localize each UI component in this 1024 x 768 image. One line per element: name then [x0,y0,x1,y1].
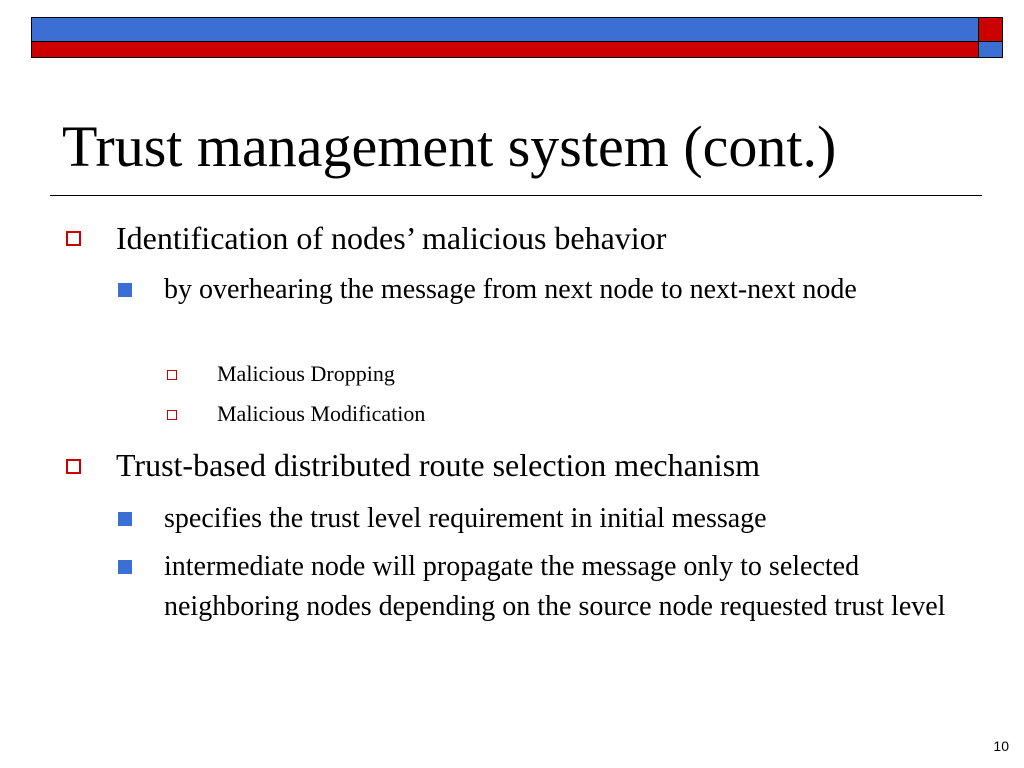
bullet-level1: Identification of nodes’ malicious behavior [116,220,667,256]
solid-square-bullet-icon [118,283,132,297]
solid-square-bullet-icon [118,512,132,526]
bullet-level2: by overhearing the message from next node to next-next node [164,274,857,305]
bullet-level1: Trust-based distributed route selection mechanism [116,447,761,483]
bullet-level3: Malicious Dropping [217,361,395,386]
solid-square-bullet-icon [118,560,132,574]
slide-title: Trust management system (cont.) [62,114,837,179]
bullet-level2: specifies the trust level requirement in initial message [164,503,767,534]
hollow-square-bullet-icon [167,410,177,420]
page-number: 10 [993,738,1009,754]
hollow-square-bullet-icon [66,459,81,474]
bullet-level3: Malicious Modification [217,401,426,426]
hollow-square-bullet-icon [66,231,81,246]
bullet-level2: intermediate node will propagate the message only to selected neighboring nodes depending on the source node requested trust level [164,551,946,622]
hollow-square-bullet-icon [167,370,177,380]
